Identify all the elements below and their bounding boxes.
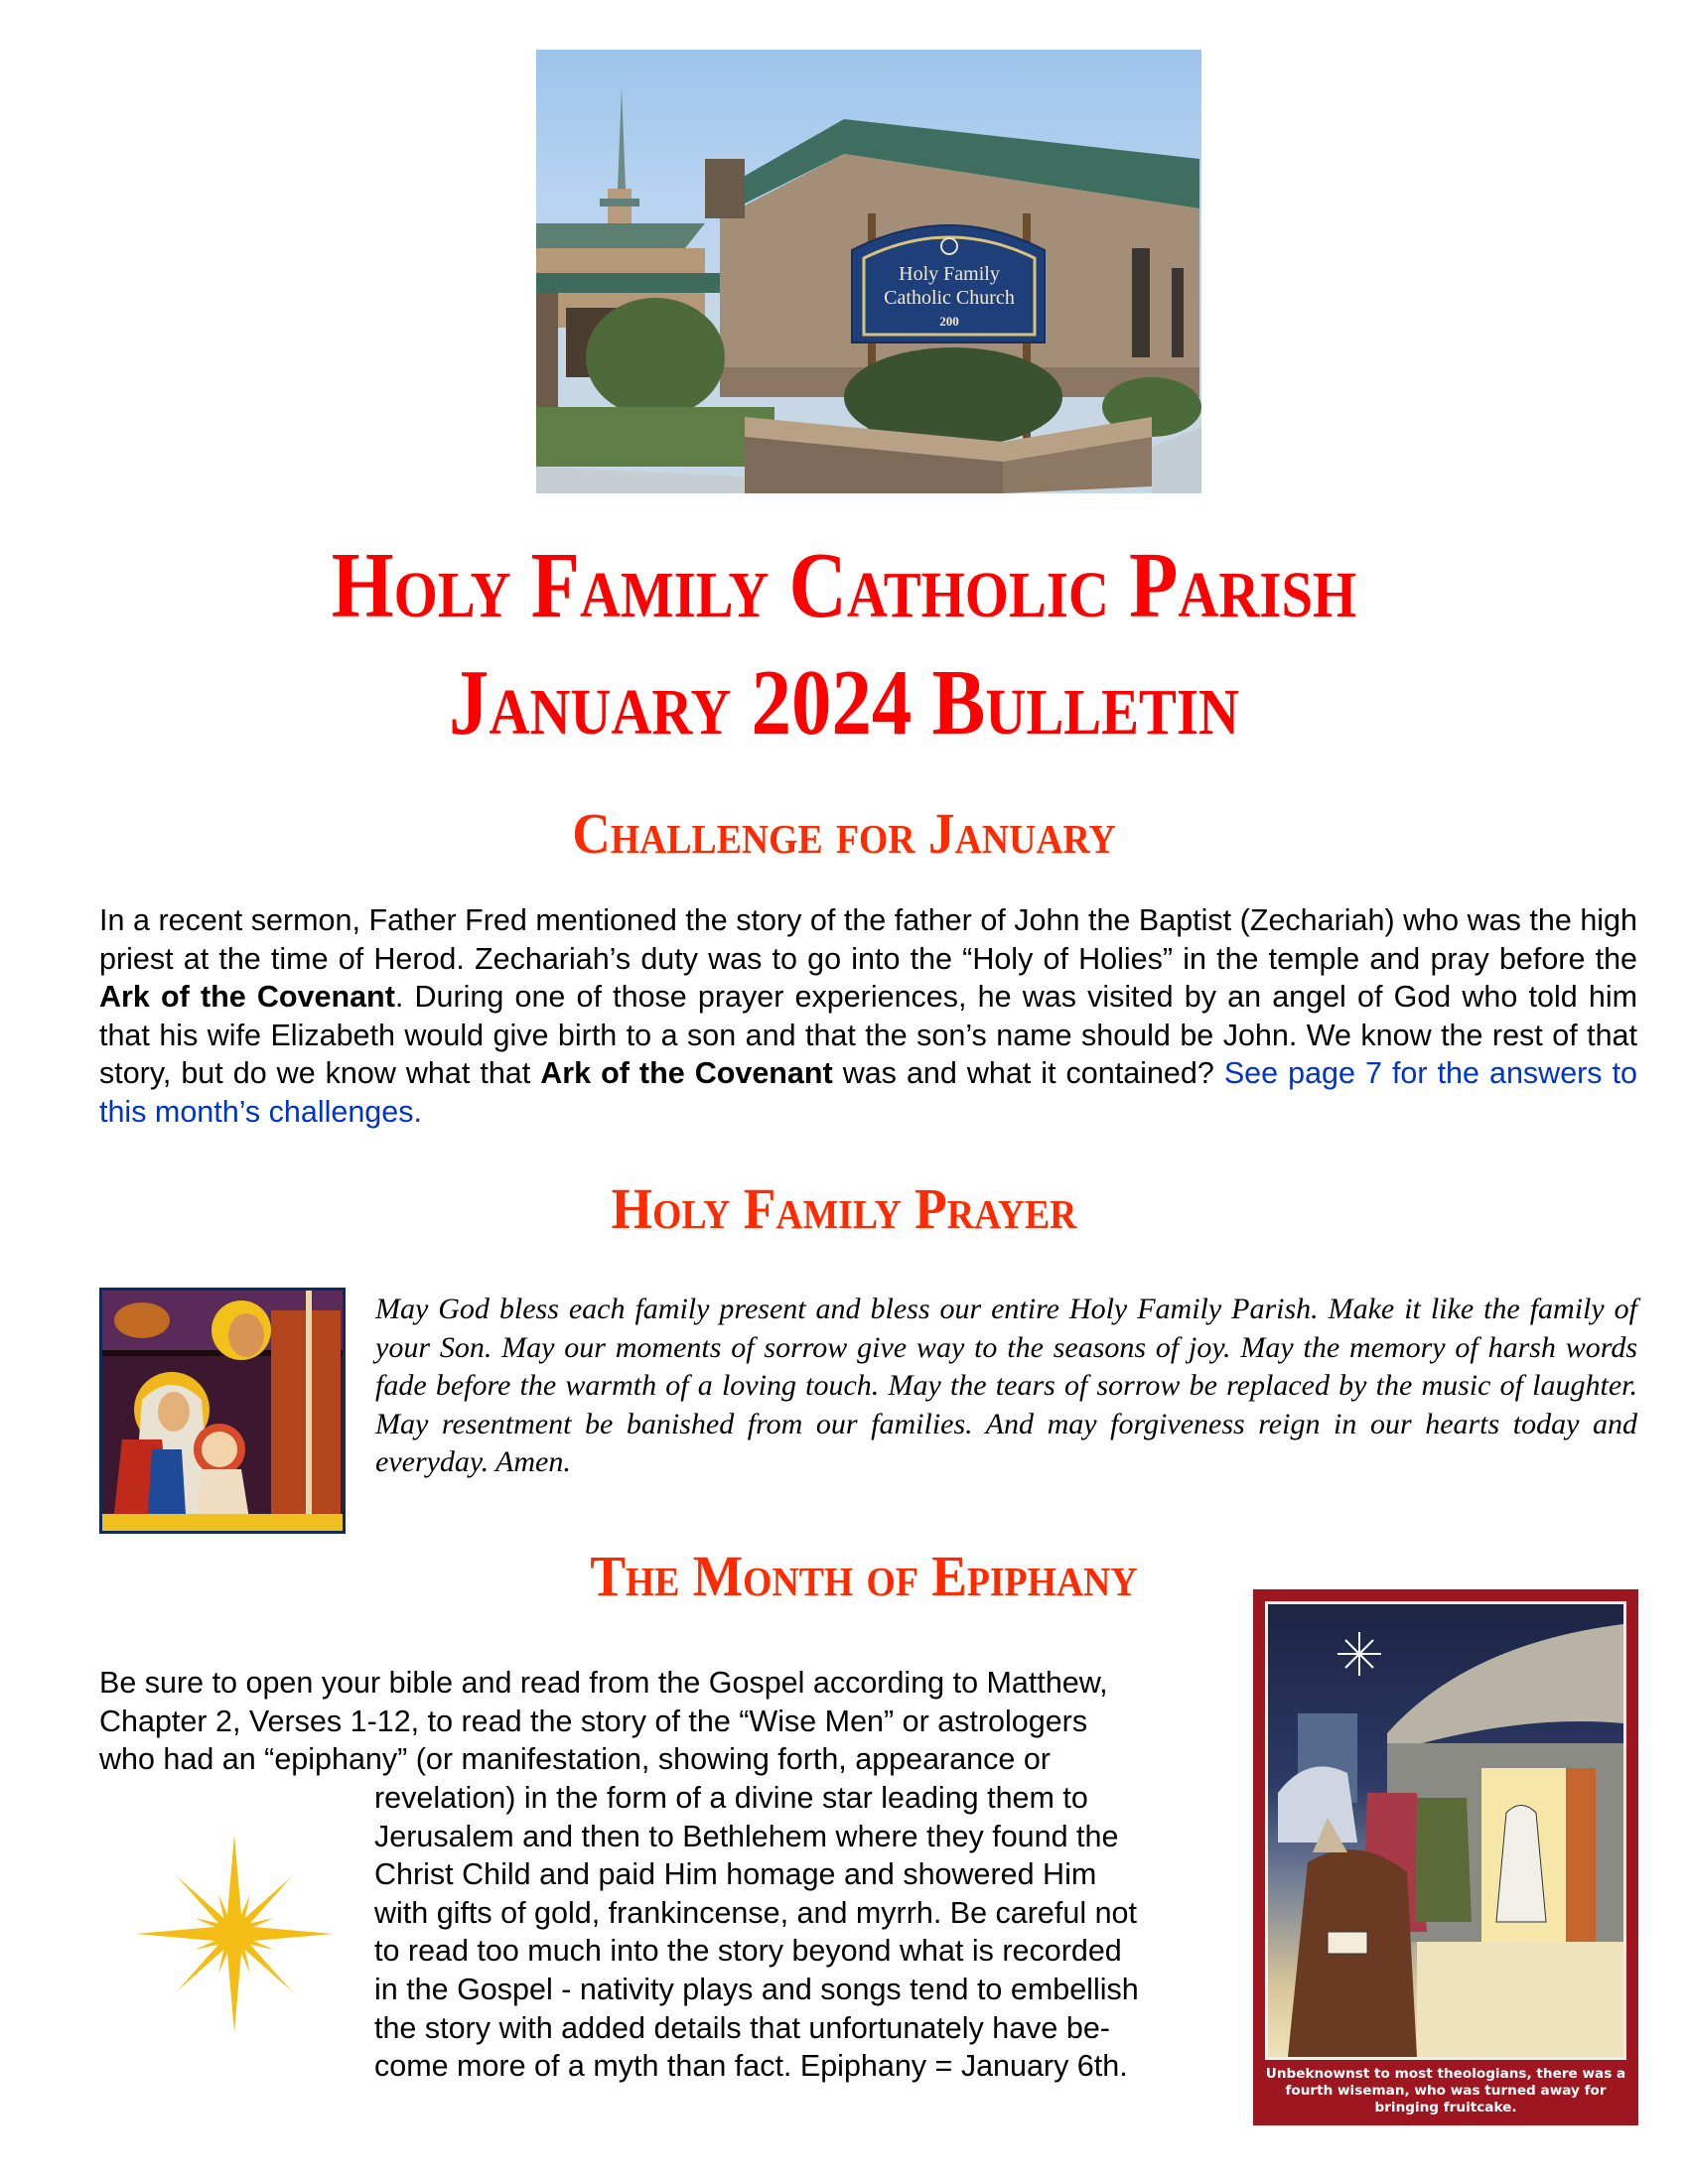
epiphany-line: revelation) in the form of a divine star leading them to: [374, 1781, 1088, 1815]
challenge-bold-ark-2: Ark of the Covenant: [540, 1056, 833, 1091]
epiphany-line: Jerusalem and then to Bethlehem where they found the: [374, 1819, 1119, 1853]
challenge-paragraph: [99, 901, 1637, 1132]
epiphany-line: Christ Child and paid Him homage and showered Him: [374, 1857, 1097, 1892]
bulletin-title-parish: Holy Family Catholic Parish: [331, 534, 1357, 637]
star-of-bethlehem-icon: [135, 1835, 334, 2033]
challenge-text-1: In a recent sermon, Father Fred mentioned the story of the father of John the Baptist (Zechariah) who was the high priest at the time of Herod. Zechariah’s duty was to go into the “Holy of Holies” in the temple and pray before the: [99, 903, 1637, 976]
cartoon-caption: Unbeknownst to most theologians, there was a fourth wiseman, who was turned away for bringing fruitcake.: [1265, 2066, 1626, 2116]
epiphany-line: Be sure to open your bible and read from the Gospel according to Matthew,: [99, 1666, 1108, 1700]
svg-text:200: 200: [939, 314, 959, 329]
answers-page-reference: See page 7 for the answers to this month’s challenges.: [99, 1056, 1638, 1129]
heading-prayer: Holy Family Prayer: [611, 1176, 1077, 1241]
epiphany-line: with gifts of gold, frankincense, and myrrh. Be careful not: [374, 1895, 1137, 1930]
nativity-cartoon-illustration: [1268, 1604, 1623, 2057]
challenge-bold-ark-1: Ark of the Covenant: [99, 980, 395, 1015]
svg-text:Holy Family: Holy Family: [899, 263, 1000, 285]
epiphany-line: the story with added details that unfortunately have be-: [374, 2010, 1110, 2045]
epiphany-intro-lines: [99, 1664, 1211, 1779]
prayer-text: May God bless each family present and bless our entire Holy Family Parish. Make it like the family of your Son. May our moments of sorrow give way to the seasons of joy. May the memory of harsh words fade before the warmth of a loving touch. May the tears of sorrow be replaced by the music of laughter. May resentment be banished from our families. And may forgiveness reign in our hearts today and everyday. Amen.: [375, 1293, 1637, 1479]
epiphany-line: to read too much into the story beyond what is recorded: [374, 1934, 1122, 1969]
epiphany-line: in the Gospel - nativity plays and songs tend to embellish: [374, 1972, 1139, 2006]
epiphany-line: who had an “epiphany” (or manifestation, showing forth, appearance or: [99, 1742, 1051, 1777]
bulletin-title-month: January 2024 Bulletin: [449, 651, 1239, 754]
cartoon-star-icon: [1337, 1632, 1381, 1676]
epiphany-body-lines: [374, 1779, 1228, 2086]
church-building-illustration: [536, 50, 1201, 493]
church-photo: [536, 50, 1201, 493]
fourth-wiseman-cartoon: [1253, 1589, 1638, 2125]
holy-family-stained-glass-illustration: [102, 1291, 343, 1531]
stained-glass-image: [99, 1288, 346, 1534]
svg-text:Catholic Church: Catholic Church: [884, 287, 1015, 309]
heading-challenge: Challenge for January: [572, 801, 1116, 866]
epiphany-line: Chapter 2, Verses 1-12, to read the story of the “Wise Men” or astrologers: [99, 1704, 1088, 1738]
heading-epiphany: The Month of Epiphany: [590, 1544, 1138, 1608]
epiphany-line: come more of a myth than fact. Epiphany = January 6th.: [374, 2049, 1128, 2084]
challenge-text-3: was and what it contained?: [832, 1056, 1224, 1091]
cartoon-panel: [1265, 1601, 1626, 2060]
challenge-text-2: . During one of those prayer experiences, he was visited by an angel of God who told him that his wife Elizabeth would give birth to a son and that the son’s name should be John. We know the rest of that story, but do we know what that: [99, 980, 1638, 1091]
